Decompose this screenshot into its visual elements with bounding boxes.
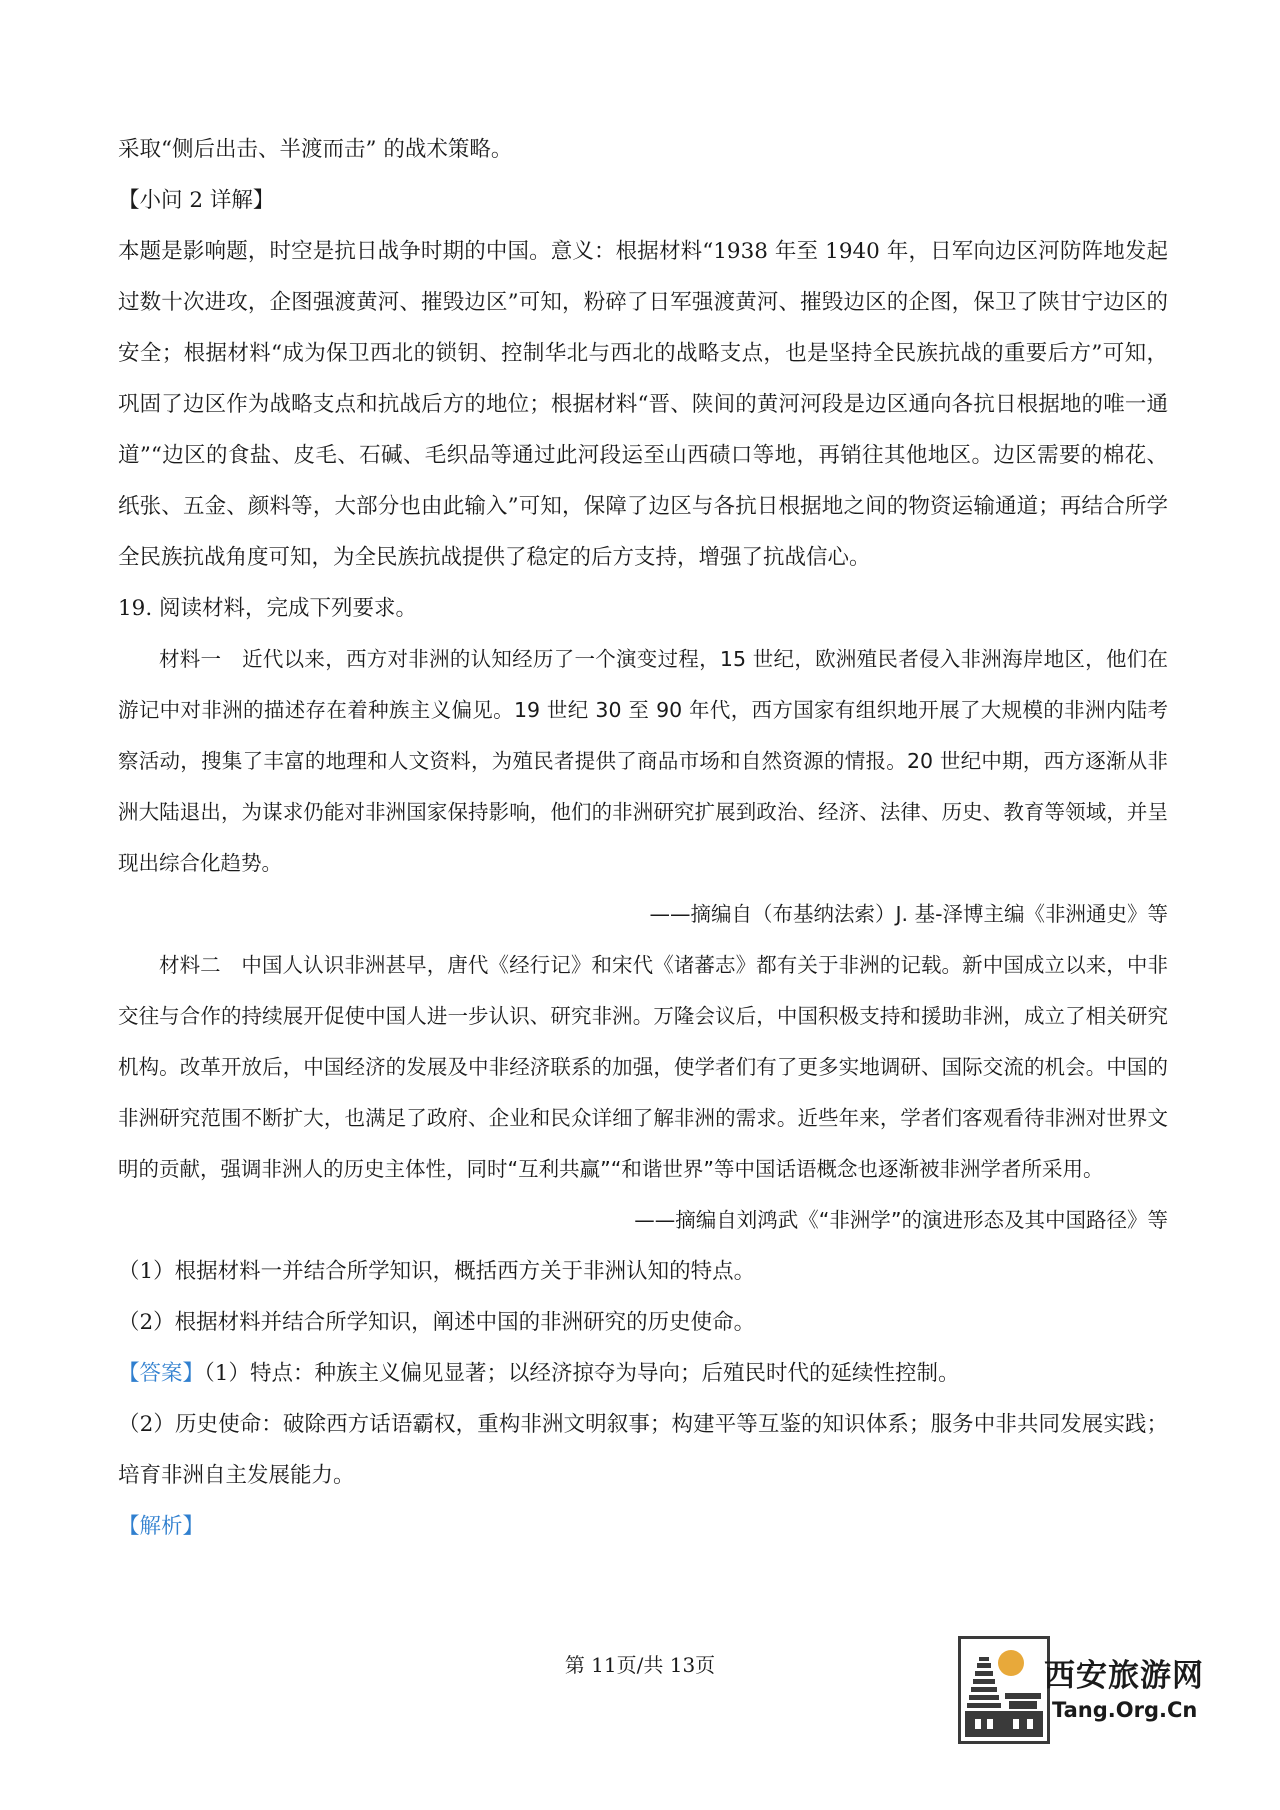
material-1-source: ——摘编自（布基纳法索）J. 基-泽博主编《非洲通史》等 [649, 902, 1168, 926]
subquestion-2-heading: 【小问 2 详解】 [118, 188, 275, 213]
logo-url: Tang.Org.Cn [1052, 1698, 1198, 1722]
page-number: 第 11页/共 13页 [564, 1653, 716, 1677]
answer-block-1 [118, 1348, 1168, 1399]
subquestion-2-explanation: 本题是影响题，时空是抗日战争时期的中国。意义：根据材料“1938 年至 1940 年，日军向边区河防阵地发起过数十次进攻，企图强渡黄河、摧毁边区”可知，粉碎了日军强渡黄河、摧毁边区的企图，保卫了陕甘宁边区的安全；根据材料“成为保卫西北的锁钥、控制华北与西北的战略支点，也是坚持全民族抗战的重要后方”可知，巩固了边区作为战略支点和抗战后方的地位；根据材料“晋、陕间的黄河河段是边区通向各抗日根据地的唯一通道”“边区的食盐、皮毛、石碱、毛织品等通过此河段运至山西碛口等地，再销往其他地区。边区需要的棉花、纸张、五金、颜料等，大部分也由此输入”可知，保障了边区与各抗日根据地之间的物资运输通道；再结合所学全民族抗战角度可知，为全民族抗战提供了稳定的后方支持，增强了抗战信心。 [118, 239, 1168, 570]
answer-2: （2）历史使命：破除西方话语霸权，重构非洲文明叙事；构建平等互鉴的知识体系；服务中非共同发展实践；培育非洲自主发展能力。 [118, 1412, 1168, 1488]
question-19-part-2: （2）根据材料并结合所学知识，阐述中国的非洲研究的历史使命。 [118, 1310, 756, 1335]
question-19-title: 19. 阅读材料，完成下列要求。 [118, 596, 418, 621]
document-body [118, 124, 1168, 1552]
paragraph-strategy: 采取“侧后出击、半渡而击” 的战术策略。 [118, 137, 513, 162]
sun-icon [998, 1650, 1024, 1676]
site-logo [958, 1636, 1210, 1748]
logo-frame [958, 1636, 1050, 1744]
material-2: 材料二 中国人认识非洲甚早，唐代《经行记》和宋代《诸蕃志》都有关于非洲的记载。新中国成立以来，中非交往与合作的持续展开促使中国人进一步认识、研究非洲。万隆会议后，中国积极支持和援助非洲，成立了相关研究机构。改革开放后，中国经济的发展及中非经济联系的加强，使学者们有了更多实地调研、国际交流的机会。中国的非洲研究范围不断扩大，也满足了政府、企业和民众详细了解非洲的需求。近些年来，学者们客观看待非洲对世界文明的贡献，强调非洲人的历史主体性，同时“互利共赢”“和谐世界”等中国话语概念也逐渐被非洲学者所采用。 [118, 953, 1168, 1181]
analysis-tag: 【解析】 [118, 1514, 205, 1539]
pagoda-icon [961, 1639, 1047, 1741]
answer-tag: 【答案】 [118, 1361, 205, 1386]
question-19-part-1: （1）根据材料一并结合所学知识，概括西方关于非洲认知的特点。 [118, 1259, 756, 1284]
material-2-source: ——摘编自刘鸿武《“非洲学”的演进形态及其中国路径》等 [634, 1208, 1168, 1232]
analysis-block [118, 1501, 1168, 1552]
answer-1: （1）特点：种族主义偏见显著；以经济掠夺为导向；后殖民时代的延续性控制。 [204, 1361, 960, 1386]
material-1: 材料一 近代以来，西方对非洲的认知经历了一个演变过程，15 世纪，欧洲殖民者侵入非洲海岸地区，他们在游记中对非洲的描述存在着种族主义偏见。19 世纪 30 至 90 年代，西方国家有组织地开展了大规模的非洲内陆考察活动，搜集了丰富的地理和人文资料，为殖民者提供了商品市场和自然资源的情报。20 世纪中期，西方逐渐从非洲大陆退出，为谋求仍能对非洲国家保持影响，他们的非洲研究扩展到政治、经济、法律、历史、教育等领域，并呈现出综合化趋势。 [118, 647, 1168, 875]
logo-title: 西安旅游网 [1044, 1658, 1204, 1694]
